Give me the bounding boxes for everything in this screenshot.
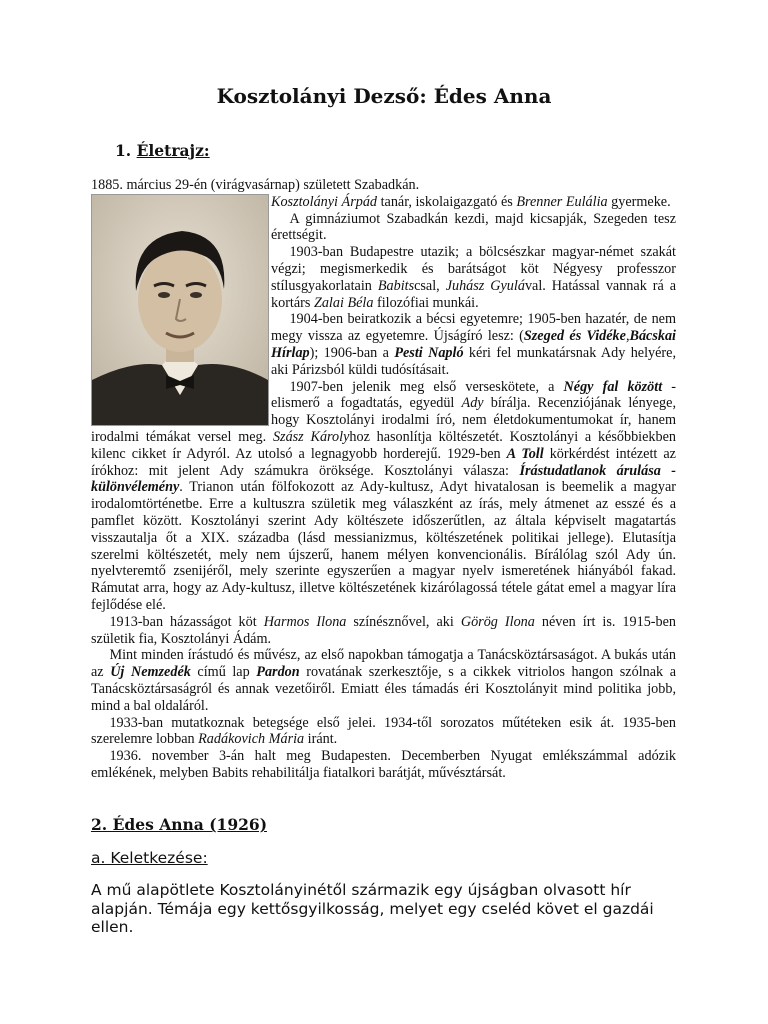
text-run: Zalai Béla — [313, 294, 374, 311]
bio-paragraph-1913 — [91, 614, 676, 648]
author-portrait — [91, 194, 269, 426]
text-run: 1933-ban mutatkoznak betegsége első jelei. 1934-től sorozatos műtéteken esik át. 1935-ben szerelemre lobban — [91, 714, 676, 748]
section-number: 1. — [115, 141, 132, 160]
text-run: körkérdést intézett az írókhoz: mit jelent Ady számukra öröksége. Kosztolányi válasza: — [91, 445, 676, 479]
text-run: gyermeke. — [607, 193, 671, 210]
text-run: kéri fel munkatársnak Ady helyére, aki Párizsból küldi tudósításait. — [271, 344, 676, 378]
text-run: ); 1906-ban a — [309, 344, 395, 361]
text-run: - elismerő a fogadtatás, egyedül — [271, 378, 676, 412]
page-title: Kosztolányi Dezső: Édes Anna — [216, 84, 552, 108]
text-run: Írástudatlanok árulása - különvélemény — [91, 462, 676, 496]
text-run: Ady — [461, 395, 484, 412]
bio-paragraph-1919 — [91, 647, 676, 714]
text-run: színésznővel, aki — [346, 613, 461, 630]
text-run: filozófiai munkái. — [373, 294, 479, 311]
text-run: Harmos Ilona — [263, 613, 347, 630]
text-run: . Trianon után fölfokozott az Ady-kultusz, Adyt hivatalosan is beemelik a magyar irodalomtörténetbe. Erre a kultuszra születik meg válaszként az írás, mely átmenet az esszé és a pamflet között. Kosztolányi szerint Ady költészete időszerűtlen, az általa képviselt magatartás visszautalja őt a XIX. századba (lásd messianizmus, költészetének politikai jellege). Elutasítja szerelmi költészetét, mely nem újszerű, hanem mélyen konvencionális. Bírálólag szól Ady ún. nyelvteremtő zsenijéről, mely szerinte egyszerűen a magyar nyelv ismeretének hiányából fakad. Rámutat arra, hogy az Ady-kultusz, illetve költészetének kizárólagossá tétele gátat emel a magyar líra fejlődése elé. — [91, 479, 676, 613]
section-heading-edes-anna: 2. Édes Anna (1926) — [91, 815, 268, 834]
bio-paragraph-1936: 1936. november 3-án halt meg Budapesten. Decemberben Nyugat emlékszámmal adózik emlékének, melyben Babits rehabilitálja fiatalkori barátját, művésztársát. — [91, 748, 676, 781]
text-run: Szeged és Vidéke — [523, 328, 626, 345]
text-run: A Toll — [506, 445, 544, 462]
text-run: Pardon — [256, 664, 300, 681]
subsection-heading-keletkezese: a. Keletkezése: — [91, 849, 208, 867]
portrait-image — [92, 195, 268, 425]
text-run: val. Hatással vannak rá a kortárs — [271, 277, 677, 311]
text-run: 1904-ben beiratkozik a bécsi egyetemre; 1905-ben hazatér, de nem megy vissza az egyetemre. Újságíró lesz: ( — [271, 311, 676, 345]
text-run: Szász Károly — [272, 428, 350, 445]
bio-paragraph-birth: 1885. március 29-én (virágvasárnap) született Szabadkán. — [91, 177, 420, 193]
text-run: Görög Ilona — [460, 613, 535, 630]
text-run: Bácskai Hírlap — [271, 328, 676, 361]
intro-paragraph: A mű alapötlete Kosztolányinétől származik egy újságban olvasott hír alapján. Témája egy kettősgyilkosság, melyet egy cseléd követ el gazdái ellen. — [91, 881, 654, 936]
text-run: című lap — [190, 664, 257, 681]
text-run: 1913-ban házasságot köt — [109, 613, 264, 630]
bio-paragraph-school: A gimnáziumot Szabadkán kezdi, majd kicsapják, Szegeden tesz érettségit. — [271, 210, 676, 244]
text-run: 1903-ban Budapestre utazik; a bölcsészkar magyar-német szakát végzi; megismerkedik és barátságot köt Négyesy professzor stílusgyakorlatain — [271, 244, 676, 294]
text-run: 1907-ben jelenik meg első verseskötete, a — [289, 378, 564, 395]
section-heading-eletrajz — [115, 141, 210, 160]
text-run: Pesti Napló — [394, 344, 464, 361]
text-run: Négy fal között — [563, 378, 663, 395]
text-run: csal, — [414, 277, 446, 294]
text-run: Brenner Eulália — [516, 193, 608, 210]
text-run: Radákovich Mária — [198, 731, 305, 748]
text-run: iránt. — [304, 731, 338, 748]
text-run: Új Nemzedék — [110, 664, 191, 681]
bio-paragraph-1933 — [91, 715, 676, 749]
text-run: Mint minden írástudó és művész, az első napokban támogatja a Tanácsköztársaságot. A bukás után az — [91, 647, 676, 681]
biography-text — [91, 177, 676, 782]
text-run: , — [625, 328, 630, 345]
text-run: bírálja. Recenziójának lényege, hogy Kosztolányi irodalmi író, nem életdokumentumokat ír, hanem irodalmi témákat versel meg. — [91, 395, 676, 445]
text-run: Kosztolányi Árpád — [271, 193, 378, 210]
text-run: tanár, iskolaigazgató és — [377, 193, 517, 210]
section-title: Életrajz: — [136, 141, 210, 160]
text-run: néven írt is. 1915-ben születik fia, Kosztolányi Ádám. — [91, 613, 677, 647]
text-run: Babits — [377, 277, 415, 294]
text-run: hoz hasonlítja költészetét. Kosztolányi a későbbiekben kilenc cikket ír Adyról. Az utolsó a legnagyobb horderejű. 1929-ben — [91, 428, 677, 462]
text-run: Juhász Gyulá — [445, 277, 525, 294]
text-run: rovatának szerkesztője, s a cikkek vitriolos hangon szólnak a Tanácsköztársaságról és annak vezetőiről. Emiatt éles támadás éri Kosztolányit mind politika jobb, mind a bal oldaláról. — [91, 664, 677, 714]
